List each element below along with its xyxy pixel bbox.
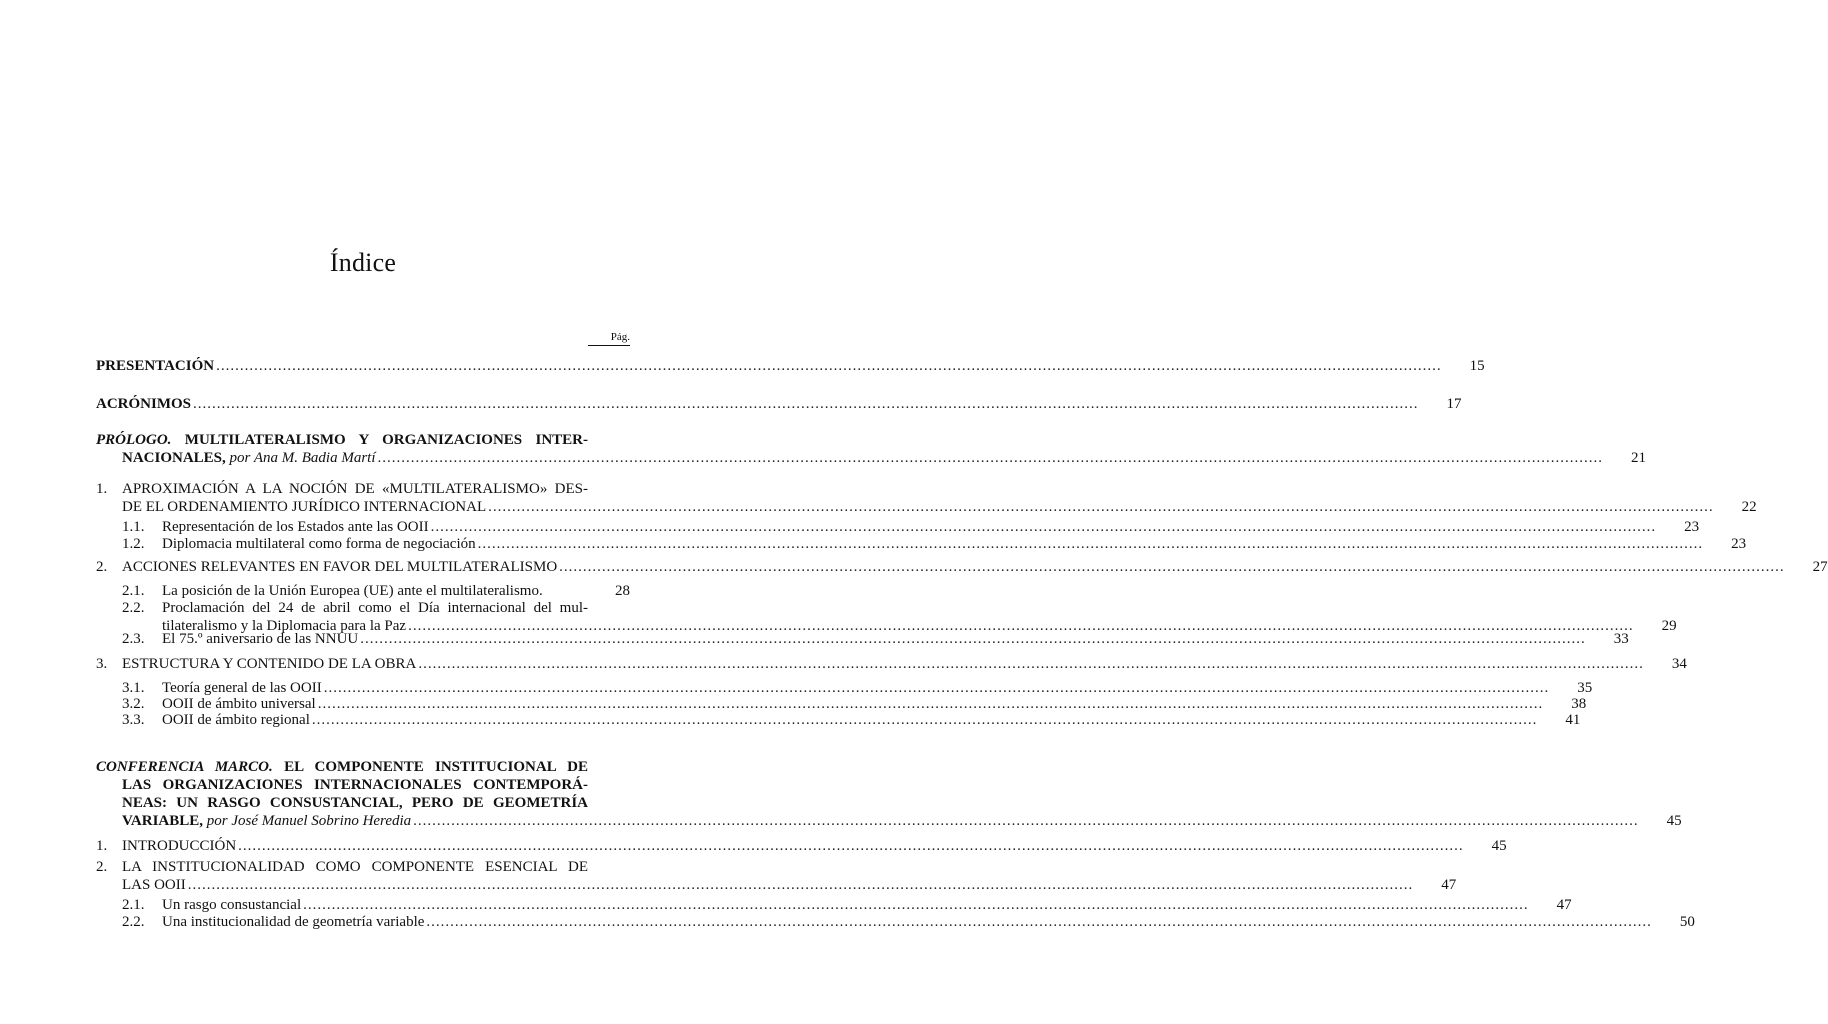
- entry-label: INTRODUCCIÓN: [122, 838, 237, 854]
- entry-label-line2: NACIONALES,: [122, 450, 226, 466]
- entry-author: por Ana M. Badia Martí: [229, 450, 376, 466]
- section-number: 3.3.: [122, 712, 145, 728]
- page-number: 47: [1556, 897, 1572, 913]
- toc-entry-section-3-3[interactable]: [122, 711, 1581, 729]
- page-number: 50: [1679, 914, 1695, 930]
- toc-entry-conferencia[interactable]: [96, 758, 1682, 830]
- section-number: 2.: [96, 859, 108, 875]
- entry-label: OOII de ámbito universal: [162, 696, 316, 712]
- page-number: 33: [1613, 631, 1629, 647]
- entry-label-line1: LA INSTITUCIONALIDAD COMO COMPONENTE ESENCIAL DE: [122, 859, 588, 875]
- section-number: 2.: [96, 559, 108, 575]
- leader-dots: [303, 896, 1529, 914]
- page-number: 15: [1469, 358, 1485, 374]
- entry-label: ESTRUCTURA Y CONTENIDO DE LA OBRA: [122, 656, 417, 672]
- page-number: 47: [1441, 877, 1457, 893]
- entry-label: ACRÓNIMOS: [96, 396, 192, 412]
- leader-dots: [378, 449, 1604, 467]
- page-number: 22: [1741, 499, 1757, 515]
- entry-label-line4: VARIABLE,: [122, 813, 203, 829]
- toc-entry-section-2-1[interactable]: [122, 582, 630, 600]
- page-number: 27: [1812, 559, 1828, 575]
- section-number: 1.1.: [122, 519, 145, 535]
- page-number: 35: [1577, 680, 1593, 696]
- entry-label-line2: tilateralismo y la Diplomacia para la Paz: [162, 618, 407, 634]
- entry-label-line2: LAS ORGANIZACIONES INTERNACIONALES CONTEMPORÁ-: [122, 777, 588, 793]
- leader-dots: [238, 837, 1464, 855]
- page-number: 45: [1666, 813, 1682, 829]
- leader-dots: [188, 876, 1414, 894]
- section-number: 2.1.: [122, 583, 145, 599]
- entry-label: Diplomacia multilateral como forma de negociación: [162, 536, 476, 552]
- leader-dots: [488, 498, 1714, 516]
- toc-entry-acronimos[interactable]: [96, 395, 1462, 413]
- section-number: 3.1.: [122, 680, 145, 696]
- page-number: 38: [1571, 696, 1587, 712]
- entry-label: Teoría general de las OOII: [162, 680, 322, 696]
- leader-dots: [559, 558, 1785, 576]
- page-column-header: Pág.: [588, 331, 630, 346]
- leader-dots: [193, 395, 1419, 413]
- page-number: 34: [1671, 656, 1687, 672]
- toc-entry-section-3[interactable]: [96, 655, 1687, 673]
- entry-label-line2: LAS OOII: [122, 877, 186, 893]
- entry-label: ACCIONES RELEVANTES EN FAVOR DEL MULTILATERALISMO: [122, 559, 558, 575]
- section-number: 2.2.: [122, 600, 145, 616]
- entry-italic-label: PRÓLOGO.: [96, 432, 172, 448]
- entry-label: Un rasgo consustancial: [162, 897, 302, 913]
- entry-author: por José Manuel Sobrino Heredia: [206, 813, 412, 829]
- entry-label-line1: MULTILATERALISMO Y ORGANIZACIONES INTER-: [184, 432, 589, 448]
- leader-dots: [418, 655, 1644, 673]
- leader-dots: [431, 518, 1657, 536]
- toc-entry-conf-section-2-1[interactable]: [122, 896, 1572, 914]
- toc-entry-presentacion[interactable]: [96, 357, 1485, 375]
- section-number: 1.: [96, 838, 108, 854]
- leader-dots: [312, 711, 1538, 729]
- toc-entry-conf-section-1[interactable]: [96, 837, 1507, 855]
- entry-label-line2: DE EL ORDENAMIENTO JURÍDICO INTERNACIONAL: [122, 499, 487, 515]
- section-number: 3.: [96, 656, 108, 672]
- entry-label: La posición de la Unión Europea (UE) ante el multilateralismo.: [162, 583, 543, 599]
- entry-label: Una institucionalidad de geometría variable: [162, 914, 425, 930]
- page-number: 29: [1661, 618, 1677, 634]
- leader-dots: [413, 812, 1639, 830]
- entry-label-line1: Proclamación del 24 de abril como el Día internacional del mul-: [162, 600, 588, 616]
- page-number: 17: [1446, 396, 1462, 412]
- leader-dots: [478, 535, 1704, 553]
- toc-entry-section-1[interactable]: [96, 480, 1757, 516]
- toc-entry-section-1-2[interactable]: [122, 535, 1747, 553]
- toc-entry-section-2-3[interactable]: [122, 630, 1629, 648]
- entry-label: PRESENTACIÓN: [96, 358, 215, 374]
- toc-entry-conf-section-2[interactable]: [96, 858, 1457, 894]
- entry-italic-label: CONFERENCIA MARCO.: [96, 759, 273, 775]
- section-number: 1.: [96, 481, 108, 497]
- leader-dots: [360, 630, 1586, 648]
- entry-label: OOII de ámbito regional: [162, 712, 310, 728]
- page-number: 21: [1631, 450, 1647, 466]
- section-number: 2.2.: [122, 914, 145, 930]
- page-number: 23: [1684, 519, 1700, 535]
- entry-label-line1: APROXIMACIÓN A LA NOCIÓN DE «MULTILATERALISMO» DES-: [122, 481, 588, 497]
- section-number: 1.2.: [122, 536, 145, 552]
- section-number: 2.1.: [122, 897, 145, 913]
- leader-dots: [426, 913, 1652, 931]
- page-number: 41: [1565, 712, 1581, 728]
- entry-label-line3: NEAS: UN RASGO CONSUSTANCIAL, PERO DE GEOMETRÍA: [122, 795, 588, 811]
- leader-dots: [216, 357, 1442, 375]
- entry-label-line1: EL COMPONENTE INSTITUCIONAL DE: [284, 759, 589, 775]
- toc-entry-prologo[interactable]: [96, 431, 1647, 467]
- page-number: 23: [1731, 536, 1747, 552]
- page-title: Índice: [329, 248, 397, 277]
- toc-entry-section-2[interactable]: [96, 558, 1828, 576]
- entry-label: El 75.º aniversario de las NNUU: [162, 631, 359, 647]
- entry-label: Representación de los Estados ante las OOII: [162, 519, 429, 535]
- page-number: 28: [615, 583, 630, 599]
- toc-entry-section-1-1[interactable]: [122, 518, 1700, 536]
- page-number: 45: [1491, 838, 1507, 854]
- section-number: 2.3.: [122, 631, 145, 647]
- section-number: 3.2.: [122, 696, 145, 712]
- toc-entry-conf-section-2-2[interactable]: [122, 913, 1695, 931]
